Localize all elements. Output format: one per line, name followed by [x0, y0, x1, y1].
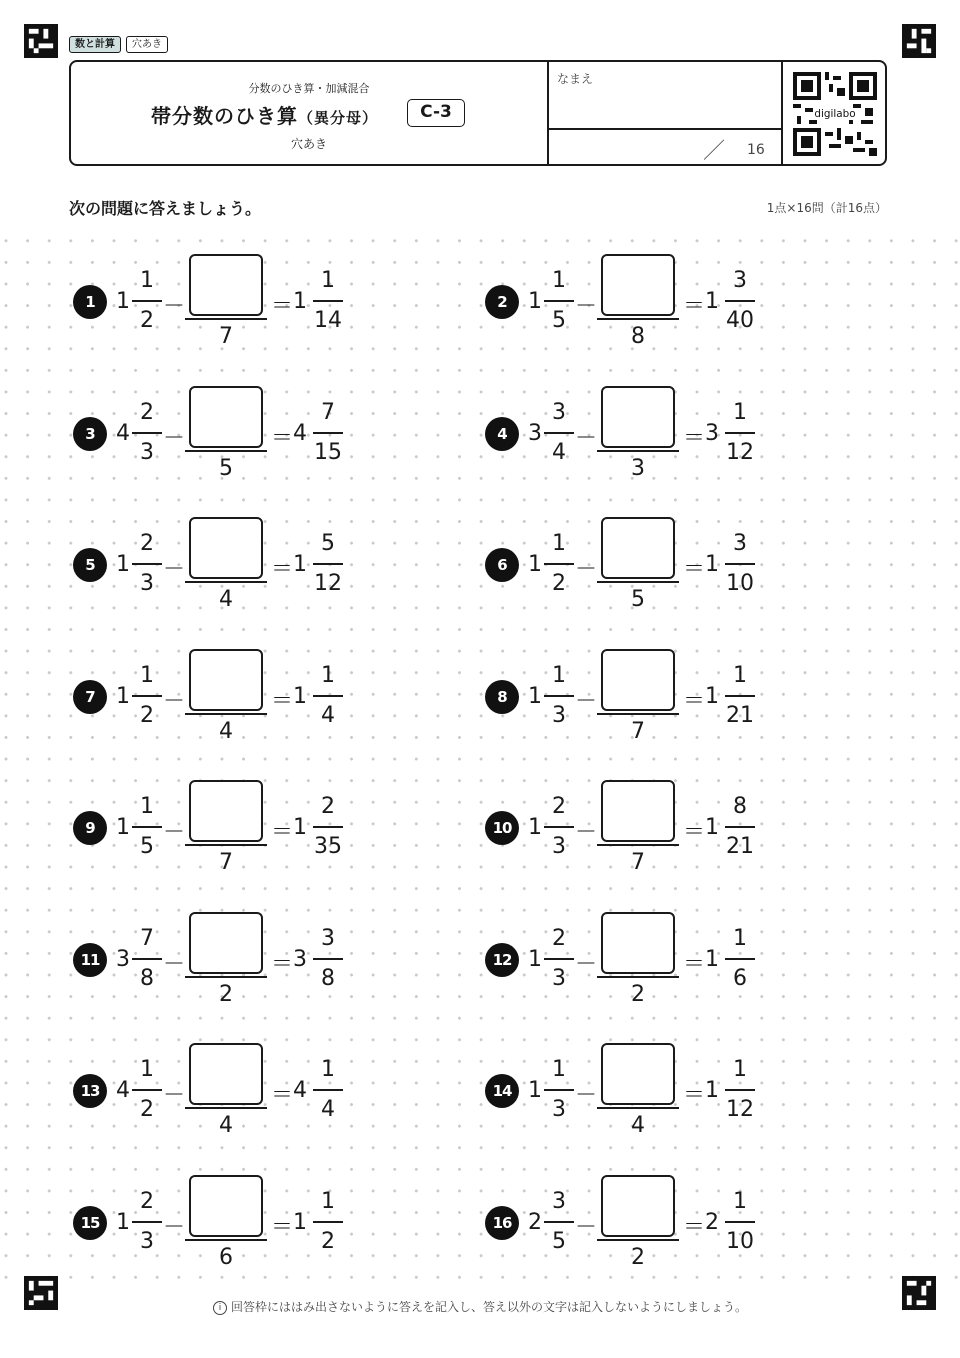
header-category: 分数のひき算・加減混合: [248, 82, 370, 95]
problem-number: 8: [485, 680, 519, 714]
result-numerator: 3: [321, 926, 335, 951]
fraction-bar: [544, 826, 574, 828]
fraction-denominator: 2: [552, 571, 566, 596]
answer-box[interactable]: [189, 912, 263, 974]
minus-sign: －: [163, 952, 186, 977]
info-icon: i: [213, 1301, 227, 1315]
result-denominator: 21: [726, 703, 754, 728]
problem-number: 15: [73, 1206, 107, 1240]
minus-sign: －: [163, 294, 186, 319]
fraction-bar: [313, 1221, 343, 1223]
result-whole: 1: [293, 289, 307, 314]
fraction-bar: [544, 958, 574, 960]
fraction-numerator: 3: [552, 1189, 566, 1214]
minus-sign: －: [163, 689, 186, 714]
result-whole: 1: [293, 684, 307, 709]
first-fraction: [544, 1189, 574, 1255]
result-numerator: 3: [733, 268, 747, 293]
fraction-denominator: 3: [140, 571, 154, 596]
corner-marker-icon: [902, 24, 936, 58]
fraction-bar: [725, 826, 755, 828]
equals-sign: ＝: [683, 820, 706, 845]
fraction-numerator: 2: [140, 400, 154, 425]
fraction-bar: [313, 695, 343, 697]
worksheet-header: [69, 60, 887, 166]
whole-number: 4: [116, 421, 130, 446]
first-fraction: [132, 794, 162, 860]
result-numerator: 1: [321, 663, 335, 688]
problem-item: [70, 649, 390, 749]
result-fraction: [725, 268, 755, 334]
fraction-bar: [185, 1239, 267, 1241]
first-fraction: [544, 663, 574, 729]
problem-item: [70, 780, 390, 880]
result-numerator: 2: [321, 794, 335, 819]
result-whole: 1: [293, 815, 307, 840]
problem-number: 6: [485, 548, 519, 582]
box-denominator: 2: [631, 1245, 645, 1270]
result-whole: 4: [293, 1078, 307, 1103]
fraction-bar: [132, 958, 162, 960]
fraction-bar: [597, 713, 679, 715]
answer-box[interactable]: [189, 780, 263, 842]
result-fraction: [313, 1057, 343, 1123]
fraction-bar: [132, 432, 162, 434]
header-subtitle: 穴あき: [290, 137, 327, 151]
result-numerator: 5: [321, 531, 335, 556]
footer-note: [0, 1298, 960, 1315]
first-fraction: [132, 663, 162, 729]
whole-number: 1: [528, 684, 542, 709]
whole-number: 1: [528, 947, 542, 972]
result-whole: 1: [705, 289, 719, 314]
answer-box[interactable]: [189, 386, 263, 448]
first-fraction: [544, 926, 574, 992]
equals-sign: ＝: [271, 689, 294, 714]
problem-item: [482, 1175, 802, 1275]
result-fraction: [725, 926, 755, 992]
whole-number: 1: [116, 1210, 130, 1235]
qr-label: digilabo: [814, 107, 856, 120]
problem-number: 2: [485, 285, 519, 319]
fraction-bar: [725, 695, 755, 697]
fraction-bar: [597, 318, 679, 320]
fraction-bar: [544, 432, 574, 434]
problem-number: 10: [485, 811, 519, 845]
fraction-numerator: 1: [140, 1057, 154, 1082]
result-denominator: 10: [726, 571, 754, 596]
first-fraction: [132, 926, 162, 992]
fraction-bar: [185, 844, 267, 846]
equals-sign: ＝: [271, 1215, 294, 1240]
minus-sign: －: [163, 820, 186, 845]
score-total: 16: [747, 142, 765, 158]
result-numerator: 7: [321, 400, 335, 425]
answer-box[interactable]: [189, 1043, 263, 1105]
box-denominator: 7: [631, 850, 645, 875]
problem-number: 7: [73, 680, 107, 714]
fraction-denominator: 3: [552, 1097, 566, 1122]
fraction-bar: [313, 300, 343, 302]
fraction-bar: [313, 958, 343, 960]
result-numerator: 3: [733, 531, 747, 556]
result-fraction: [313, 926, 343, 992]
result-numerator: 1: [733, 926, 747, 951]
result-numerator: 1: [733, 400, 747, 425]
box-denominator: 3: [631, 456, 645, 481]
result-whole: 1: [705, 684, 719, 709]
result-denominator: 21: [726, 834, 754, 859]
fraction-bar: [313, 1089, 343, 1091]
problem-number: 14: [485, 1074, 519, 1108]
first-fraction: [132, 1189, 162, 1255]
divider: [547, 62, 549, 164]
first-fraction: [544, 268, 574, 334]
result-denominator: 40: [726, 308, 754, 333]
fraction-numerator: 1: [552, 531, 566, 556]
problem-number: 9: [73, 811, 107, 845]
fraction-denominator: 3: [552, 834, 566, 859]
fraction-bar: [597, 450, 679, 452]
whole-number: 1: [528, 552, 542, 577]
fraction-numerator: 2: [552, 926, 566, 951]
fraction-bar: [597, 844, 679, 846]
fraction-bar: [725, 1089, 755, 1091]
fraction-denominator: 5: [552, 308, 566, 333]
fraction-denominator: 3: [552, 703, 566, 728]
result-whole: 4: [293, 421, 307, 446]
fraction-bar: [725, 563, 755, 565]
result-fraction: [725, 400, 755, 466]
whole-number: 4: [116, 1078, 130, 1103]
problem-item: [482, 649, 802, 749]
equals-sign: ＝: [683, 557, 706, 582]
box-denominator: 4: [219, 1113, 233, 1138]
result-fraction: [313, 400, 343, 466]
problem-item: [70, 517, 390, 617]
fraction-denominator: 3: [552, 966, 566, 991]
fraction-denominator: 5: [552, 1229, 566, 1254]
answer-box[interactable]: [601, 649, 675, 711]
fraction-numerator: 2: [552, 794, 566, 819]
result-fraction: [725, 1189, 755, 1255]
problem-item: [482, 254, 802, 354]
box-denominator: 2: [631, 982, 645, 1007]
result-fraction: [313, 531, 343, 597]
footer-background: [0, 1282, 960, 1358]
result-whole: 1: [705, 1078, 719, 1103]
box-denominator: 5: [219, 456, 233, 481]
whole-number: 1: [116, 815, 130, 840]
problem-number: 11: [73, 943, 107, 977]
equals-sign: ＝: [683, 952, 706, 977]
answer-box[interactable]: [189, 254, 263, 316]
answer-box[interactable]: [189, 517, 263, 579]
result-denominator: 10: [726, 1229, 754, 1254]
box-denominator: 4: [219, 719, 233, 744]
whole-number: 2: [528, 1210, 542, 1235]
page-title: [151, 100, 378, 129]
problem-item: [482, 386, 802, 486]
tag-type: 穴あき: [126, 36, 168, 53]
fraction-bar: [544, 1089, 574, 1091]
fraction-bar: [132, 695, 162, 697]
fraction-numerator: 1: [552, 268, 566, 293]
fraction-bar: [313, 432, 343, 434]
problem-item: [482, 780, 802, 880]
box-denominator: 4: [219, 587, 233, 612]
minus-sign: －: [575, 426, 598, 451]
answer-box[interactable]: [189, 1175, 263, 1237]
fraction-bar: [544, 695, 574, 697]
minus-sign: －: [575, 820, 598, 845]
result-fraction: [725, 1057, 755, 1123]
problem-number: 3: [73, 417, 107, 451]
qr-code-icon: [793, 72, 877, 156]
box-denominator: 7: [219, 850, 233, 875]
fraction-denominator: 2: [140, 308, 154, 333]
result-denominator: 15: [314, 440, 342, 465]
whole-number: 1: [116, 552, 130, 577]
result-denominator: 8: [321, 966, 335, 991]
result-numerator: 1: [733, 1189, 747, 1214]
fraction-bar: [185, 450, 267, 452]
result-denominator: 4: [321, 703, 335, 728]
fraction-bar: [185, 581, 267, 583]
equals-sign: ＝: [271, 294, 294, 319]
fraction-numerator: 7: [140, 926, 154, 951]
result-fraction: [313, 663, 343, 729]
problem-number: 1: [73, 285, 107, 319]
result-whole: 1: [705, 947, 719, 972]
minus-sign: －: [575, 1215, 598, 1240]
problem-number: 13: [73, 1074, 107, 1108]
fraction-denominator: 4: [552, 440, 566, 465]
fraction-denominator: 2: [140, 703, 154, 728]
result-whole: 1: [293, 1210, 307, 1235]
problem-number: 5: [73, 548, 107, 582]
problem-item: [70, 254, 390, 354]
fraction-bar: [725, 300, 755, 302]
whole-number: 3: [528, 421, 542, 446]
equals-sign: ＝: [271, 557, 294, 582]
title-main: 帯分数のひき算: [151, 104, 298, 128]
fraction-bar: [725, 958, 755, 960]
first-fraction: [544, 531, 574, 597]
result-fraction: [725, 794, 755, 860]
problem-item: [70, 386, 390, 486]
fraction-bar: [597, 1107, 679, 1109]
fraction-numerator: 2: [140, 1189, 154, 1214]
problem-item: [482, 912, 802, 1012]
answer-box[interactable]: [601, 780, 675, 842]
fraction-bar: [185, 976, 267, 978]
equals-sign: ＝: [271, 952, 294, 977]
minus-sign: －: [163, 557, 186, 582]
whole-number: 1: [528, 1078, 542, 1103]
tag-list: [69, 36, 168, 53]
result-numerator: 1: [733, 663, 747, 688]
result-denominator: 12: [726, 440, 754, 465]
fraction-bar: [185, 713, 267, 715]
result-fraction: [313, 794, 343, 860]
fraction-bar: [185, 318, 267, 320]
result-numerator: 1: [733, 1057, 747, 1082]
result-numerator: 1: [321, 1189, 335, 1214]
fraction-bar: [132, 1221, 162, 1223]
minus-sign: －: [575, 1083, 598, 1108]
minus-sign: －: [163, 426, 186, 451]
equals-sign: ＝: [683, 426, 706, 451]
result-denominator: 14: [314, 308, 342, 333]
box-denominator: 6: [219, 1245, 233, 1270]
footer-text: 回答枠にははみ出さないように答えを記入し、答え以外の文字は記入しないようにしましょう。: [230, 1300, 747, 1314]
result-whole: 1: [293, 552, 307, 577]
problem-item: [70, 1043, 390, 1143]
first-fraction: [132, 400, 162, 466]
result-numerator: 8: [733, 794, 747, 819]
box-denominator: 2: [219, 982, 233, 1007]
whole-number: 1: [116, 684, 130, 709]
result-denominator: 12: [314, 571, 342, 596]
fraction-numerator: 3: [552, 400, 566, 425]
answer-box[interactable]: [601, 254, 675, 316]
first-fraction: [132, 1057, 162, 1123]
first-fraction: [544, 400, 574, 466]
answer-box[interactable]: [189, 649, 263, 711]
fraction-bar: [544, 300, 574, 302]
answer-box[interactable]: [601, 1043, 675, 1105]
equals-sign: ＝: [271, 820, 294, 845]
corner-marker-icon: [24, 24, 58, 58]
fraction-bar: [597, 1239, 679, 1241]
points-info: 1点×16問（計16点）: [766, 201, 887, 215]
fraction-bar: [313, 563, 343, 565]
qr-code-graphic: [793, 72, 877, 156]
box-denominator: 7: [631, 719, 645, 744]
fraction-denominator: 3: [140, 1229, 154, 1254]
divider: [781, 62, 783, 164]
name-label: なまえ: [557, 72, 594, 86]
fraction-bar: [132, 826, 162, 828]
fraction-bar: [132, 1089, 162, 1091]
worksheet-code: C-3: [407, 99, 465, 127]
result-whole: 3: [705, 421, 719, 446]
problem-item: [70, 912, 390, 1012]
first-fraction: [544, 794, 574, 860]
box-denominator: 5: [631, 587, 645, 612]
fraction-numerator: 1: [552, 663, 566, 688]
result-whole: 1: [705, 815, 719, 840]
equals-sign: ＝: [683, 1215, 706, 1240]
fraction-numerator: 1: [552, 1057, 566, 1082]
first-fraction: [544, 1057, 574, 1123]
equals-sign: ＝: [683, 1083, 706, 1108]
fraction-numerator: 1: [140, 663, 154, 688]
fraction-bar: [544, 1221, 574, 1223]
result-fraction: [725, 531, 755, 597]
result-denominator: 35: [314, 834, 342, 859]
result-denominator: 6: [733, 966, 747, 991]
fraction-bar: [544, 563, 574, 565]
problem-number: 12: [485, 943, 519, 977]
box-denominator: 7: [219, 324, 233, 349]
fraction-bar: [597, 976, 679, 978]
fraction-bar: [185, 1107, 267, 1109]
fraction-bar: [132, 300, 162, 302]
minus-sign: －: [163, 1215, 186, 1240]
fraction-bar: [132, 563, 162, 565]
fraction-numerator: 2: [140, 531, 154, 556]
equals-sign: ＝: [683, 689, 706, 714]
title-paren: （異分母）: [298, 109, 379, 127]
whole-number: 1: [528, 815, 542, 840]
minus-sign: －: [575, 294, 598, 319]
problem-item: [482, 517, 802, 617]
tag-category: 数と計算: [69, 36, 121, 53]
minus-sign: －: [575, 952, 598, 977]
result-whole: 2: [705, 1210, 719, 1235]
result-denominator: 12: [726, 1097, 754, 1122]
result-whole: 3: [293, 947, 307, 972]
equals-sign: ＝: [271, 1083, 294, 1108]
whole-number: 3: [116, 947, 130, 972]
result-whole: 1: [705, 552, 719, 577]
fraction-denominator: 8: [140, 966, 154, 991]
problem-item: [482, 1043, 802, 1143]
result-denominator: 2: [321, 1229, 335, 1254]
result-fraction: [313, 1189, 343, 1255]
result-fraction: [313, 268, 343, 334]
problem-number: 16: [485, 1206, 519, 1240]
result-fraction: [725, 663, 755, 729]
answer-box[interactable]: [601, 517, 675, 579]
fraction-denominator: 5: [140, 834, 154, 859]
fraction-bar: [725, 432, 755, 434]
box-denominator: 8: [631, 324, 645, 349]
fraction-bar: [725, 1221, 755, 1223]
answer-box[interactable]: [601, 386, 675, 448]
instruction-text: 次の問題に答えましょう。: [69, 199, 262, 218]
minus-sign: －: [575, 557, 598, 582]
box-denominator: 4: [631, 1113, 645, 1138]
divider: [547, 128, 781, 130]
score-slash: ／: [703, 139, 726, 164]
result-denominator: 4: [321, 1097, 335, 1122]
minus-sign: －: [163, 1083, 186, 1108]
equals-sign: ＝: [683, 294, 706, 319]
fraction-numerator: 1: [140, 268, 154, 293]
fraction-bar: [597, 581, 679, 583]
fraction-numerator: 1: [140, 794, 154, 819]
result-numerator: 1: [321, 268, 335, 293]
answer-box[interactable]: [601, 1175, 675, 1237]
answer-box[interactable]: [601, 912, 675, 974]
fraction-bar: [313, 826, 343, 828]
fraction-denominator: 3: [140, 440, 154, 465]
problem-number: 4: [485, 417, 519, 451]
equals-sign: ＝: [271, 426, 294, 451]
fraction-denominator: 2: [140, 1097, 154, 1122]
whole-number: 1: [116, 289, 130, 314]
first-fraction: [132, 531, 162, 597]
whole-number: 1: [528, 289, 542, 314]
result-numerator: 1: [321, 1057, 335, 1082]
minus-sign: －: [575, 689, 598, 714]
problem-item: [70, 1175, 390, 1275]
first-fraction: [132, 268, 162, 334]
